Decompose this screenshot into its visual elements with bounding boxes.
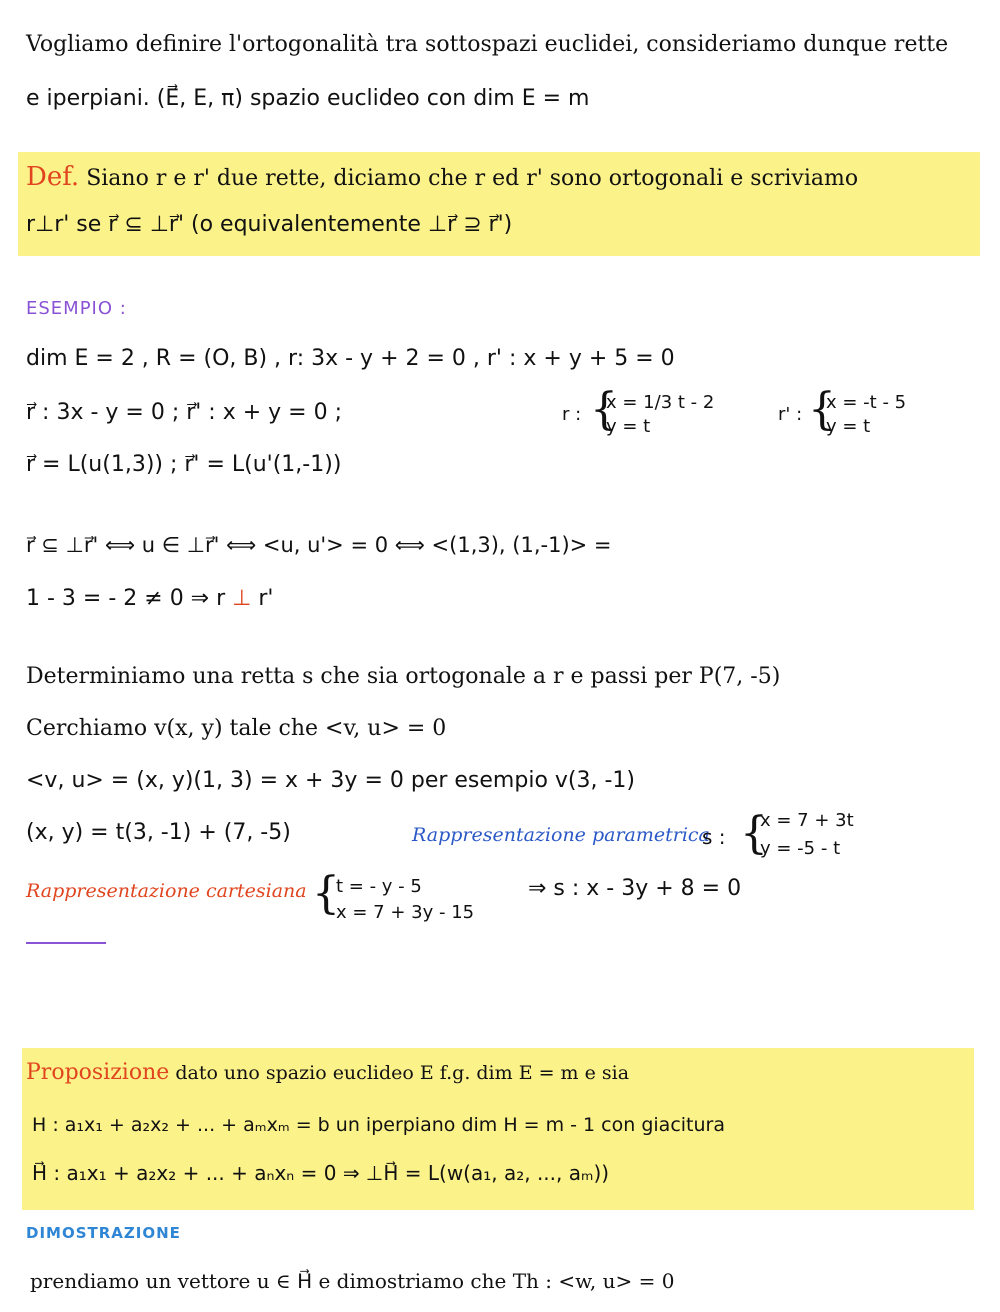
- intro-line-2: e iperpiani. (E⃗, E, π) spazio euclideo con dim E = m: [26, 86, 590, 111]
- system-r2-eq-1: x = -t - 5: [826, 392, 907, 413]
- example-line-5-b: r': [251, 586, 274, 611]
- system-r-eq-2: y = t: [606, 416, 651, 437]
- example-heading: ESEMPIO :: [26, 298, 127, 319]
- example-line-4: r⃗ ⊆ ⊥r⃗' ⟺ u ∈ ⊥r⃗' ⟺ <u, u'> = 0 ⟺ <(1,3), (1,-1)> =: [26, 533, 612, 557]
- part2-line-3: <v, u> = (x, y)(1, 3) = x + 3y = 0 per esempio v(3, -1): [26, 768, 635, 793]
- cart-result: ⇒ s : x - 3y + 8 = 0: [528, 876, 742, 901]
- system-c-eq-2: x = 7 + 3y - 15: [336, 902, 475, 923]
- system-c-eq-1: t = - y - 5: [336, 876, 422, 897]
- proof-line-1: prendiamo un vettore u ∈ H⃗ e dimostriamo che Th : <w, u> = 0: [30, 1269, 675, 1293]
- param-label: Rappresentazione parametrica: [412, 824, 710, 846]
- part2-line-4: (x, y) = t(3, -1) + (7, -5): [26, 820, 291, 845]
- proof-heading: DIMOSTRAZIONE: [26, 1224, 181, 1242]
- system-r2-label: r' :: [778, 404, 803, 425]
- system-r-eq-1: x = 1/3 t - 2: [606, 392, 715, 413]
- system-s-eq-2: y = -5 - t: [760, 838, 841, 859]
- proposition-line-2: H : a₁x₁ + a₂x₂ + ... + aₘxₘ = b un iperpiano dim H = m - 1 con giacitura: [32, 1114, 725, 1136]
- part2-line-1: Determiniamo una retta s che sia ortogonale a r e passi per P(7, -5): [26, 664, 781, 689]
- not-perpendicular-symbol: ⊥: [232, 586, 252, 611]
- proposition-line-1: [26, 1058, 629, 1088]
- system-s-eq-1: x = 7 + 3t: [760, 810, 854, 831]
- system-s-label: s :: [702, 825, 726, 849]
- definition-line-1: [26, 162, 858, 194]
- intro-line-1: Vogliamo definire l'ortogonalità tra sottospazi euclidei, consideriamo dunque rette: [26, 32, 949, 57]
- definition-line-2: r⊥r' se r⃗ ⊆ ⊥r⃗' (o equivalentemente ⊥r⃗ ⊇ r⃗'): [26, 212, 513, 237]
- system-r2-brace: {: [808, 384, 836, 435]
- example-line-1: dim E = 2 , R = (O, B) , r: 3x - y + 2 = 0 , r' : x + y + 5 = 0: [26, 346, 675, 371]
- definition-text-1: Siano r e r' due rette, diciamo che r ed r' sono ortogonali e scriviamo: [86, 166, 859, 191]
- system-r-brace: {: [590, 384, 618, 435]
- example-line-5: [26, 584, 273, 614]
- example-line-2: r⃗ : 3x - y = 0 ; r⃗' : x + y = 0 ;: [26, 400, 342, 425]
- example-line-3: r⃗ = L(u(1,3)) ; r⃗' = L(u'(1,-1)): [26, 452, 342, 477]
- proposition-text-1: dato uno spazio euclideo E f.g. dim E = m e sia: [175, 1062, 630, 1084]
- system-c-brace: {: [312, 868, 340, 919]
- example-line-5-a: 1 - 3 = - 2 ≠ 0 ⇒ r: [26, 586, 233, 611]
- definition-label: Def.: [26, 162, 80, 192]
- proposition-label: Proposizione: [26, 1060, 170, 1085]
- system-s-brace: {: [740, 808, 768, 859]
- system-r-label: r :: [562, 404, 582, 425]
- cart-label: Rappresentazione cartesiana: [26, 880, 307, 902]
- system-r2-eq-2: y = t: [826, 416, 871, 437]
- proposition-line-3: H⃗ : a₁x₁ + a₂x₂ + ... + aₙxₙ = 0 ⇒ ⊥H⃗ = L(w(a₁, a₂, ..., aₘ)): [32, 1161, 610, 1185]
- separator-rule: [26, 942, 106, 944]
- part2-line-2: Cerchiamo v(x, y) tale che <v, u> = 0: [26, 716, 447, 741]
